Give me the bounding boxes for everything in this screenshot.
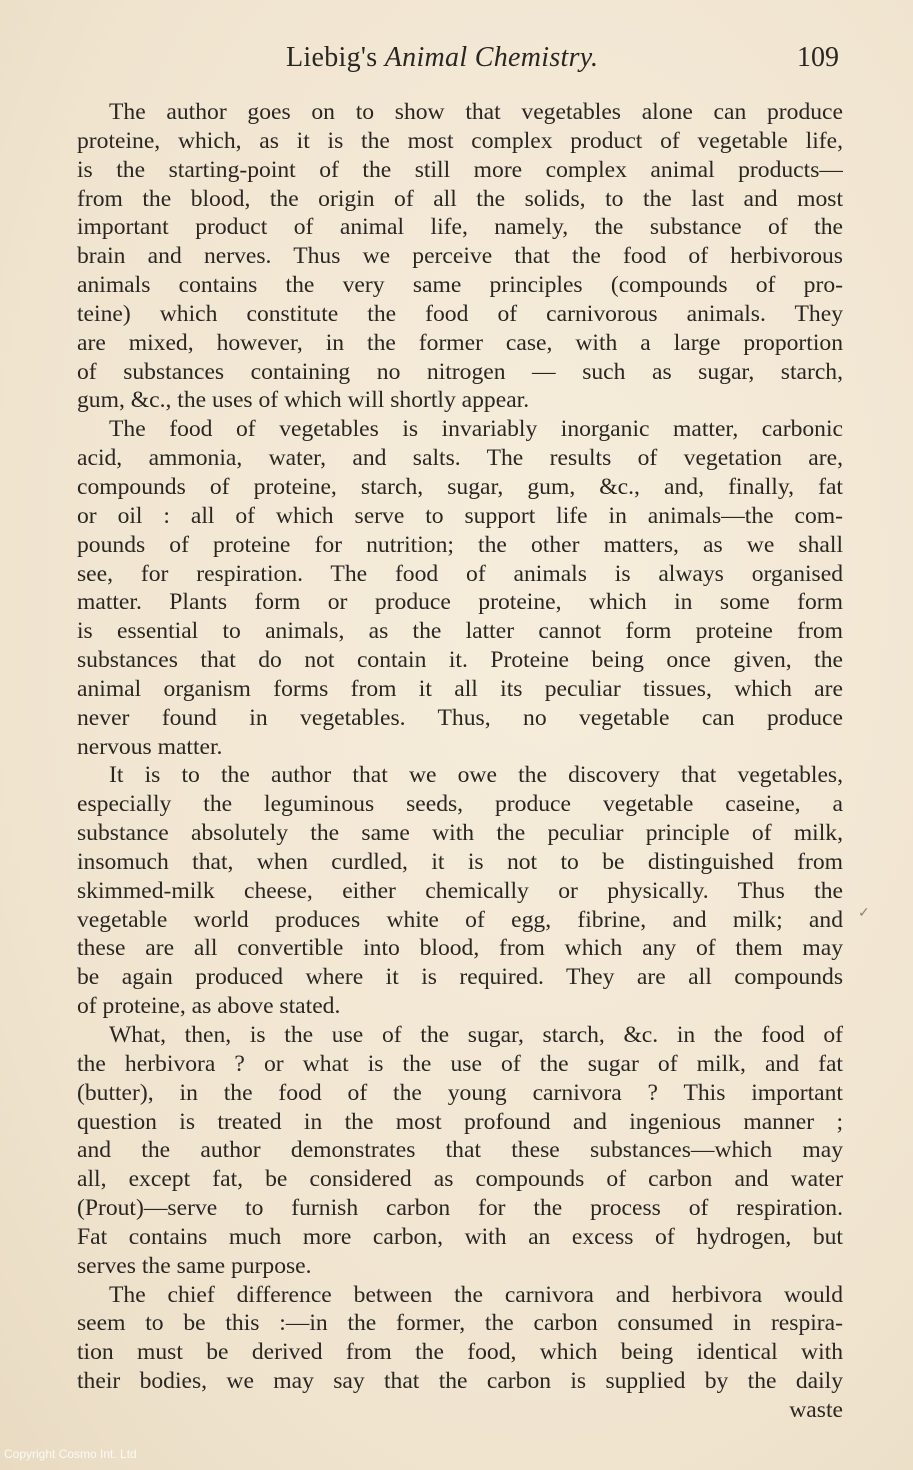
text-line: these are all convertible into blood, from which any of them may [77, 935, 843, 962]
text-line: animals contains the very same principles (compounds of pro- [77, 272, 843, 299]
text-line: substance absolutely the same with the peculiar principle of milk, [77, 820, 843, 847]
text-line: the herbivora ? or what is the use of the sugar of milk, and fat [77, 1050, 843, 1077]
text-line: from the blood, the origin of all the solids, to the last and most [77, 185, 843, 212]
text-line: and the author demonstrates that these substances—which may [77, 1137, 843, 1164]
text-line: be again produced where it is required. They are all compounds [77, 964, 843, 991]
text-line: of proteine, as above stated. [77, 993, 341, 1020]
text-line: seem to be this :—in the former, the carbon consumed in respira- [77, 1310, 843, 1337]
text-line: proteine, which, as it is the most complex product of vegetable life, [77, 127, 843, 154]
pencil-tick-mark: ✓ [858, 906, 870, 921]
text-line: all, except fat, be considered as compounds of carbon and water [77, 1166, 843, 1193]
text-line: see, for respiration. The food of animals is always organised [77, 560, 843, 587]
text-line: of substances containing no nitrogen — such as sugar, starch, [77, 358, 843, 385]
text-line: insomuch that, when curdled, it is not to be distinguished from [77, 848, 843, 875]
text-line: (Prout)—serve to furnish carbon for the process of respiration. [77, 1195, 843, 1222]
text-line: compounds of proteine, starch, sugar, gum, &c., and, finally, fat [77, 473, 843, 500]
text-line: vegetable world produces white of egg, fibrine, and milk; and [77, 906, 843, 933]
text-line: are mixed, however, in the former case, with a large proportion [77, 329, 843, 356]
page-number: 109 [797, 42, 839, 73]
text-line: serves the same purpose. [77, 1252, 312, 1279]
text-line: question is treated in the most profound and ingenious manner ; [77, 1108, 843, 1135]
text-line: skimmed-milk cheese, either chemically or physically. Thus the [77, 877, 843, 904]
text-line: important product of animal life, namely, the substance of the [77, 214, 843, 241]
text-line: especially the leguminous seeds, produce vegetable caseine, a [77, 791, 843, 818]
copyright-watermark: Copyright Cosmo Int. Ltd [4, 1447, 137, 1461]
text-line: gum, &c., the uses of which will shortly appear. [77, 387, 530, 414]
text-line: nervous matter. [77, 733, 223, 760]
text-line: The food of vegetables is invariably inorganic matter, carbonic [109, 416, 843, 443]
text-line: never found in vegetables. Thus, no vegetable can produce [77, 704, 843, 731]
text-line: It is to the author that we owe the discovery that vegetables, [109, 762, 843, 789]
text-line: is essential to animals, as the latter cannot form proteine from [77, 618, 843, 645]
text-line: matter. Plants form or produce proteine, which in some form [77, 589, 843, 616]
text-line: The author goes on to show that vegetables alone can produce [109, 99, 843, 125]
running-title-work: Animal Chemistry. [384, 42, 599, 73]
page-header [0, 42, 913, 78]
text-line: What, then, is the use of the sugar, starch, &c. in the food of [109, 1022, 843, 1048]
text-line: their bodies, we may say that the carbon is supplied by the daily [77, 1368, 843, 1395]
text-line: animal organism forms from it all its peculiar tissues, which are [77, 675, 843, 702]
text-line: tion must be derived from the food, which being identical with [77, 1339, 843, 1366]
text-line: Fat contains much more carbon, with an excess of hydrogen, but [77, 1223, 843, 1250]
body-text [77, 98, 843, 1425]
catchword: waste [789, 1396, 843, 1423]
text-line: teine) which constitute the food of carnivorous animals. They [77, 300, 843, 327]
text-line: pounds of proteine for nutrition; the other matters, as we shall [77, 531, 843, 558]
running-title [286, 42, 598, 74]
text-line: brain and nerves. Thus we perceive that the food of herbivorous [77, 243, 843, 270]
text-line: (butter), in the food of the young carnivora ? This important [77, 1079, 843, 1106]
running-title-author: Liebig's [286, 42, 378, 73]
text-line: is the starting-point of the still more complex animal products— [77, 156, 843, 183]
text-line: acid, ammonia, water, and salts. The results of vegetation are, [77, 445, 843, 472]
text-line: substances that do not contain it. Proteine being once given, the [77, 647, 843, 674]
text-line: or oil : all of which serve to support life in animals—the com- [77, 502, 843, 529]
text-line: The chief difference between the carnivora and herbivora would [109, 1281, 843, 1308]
